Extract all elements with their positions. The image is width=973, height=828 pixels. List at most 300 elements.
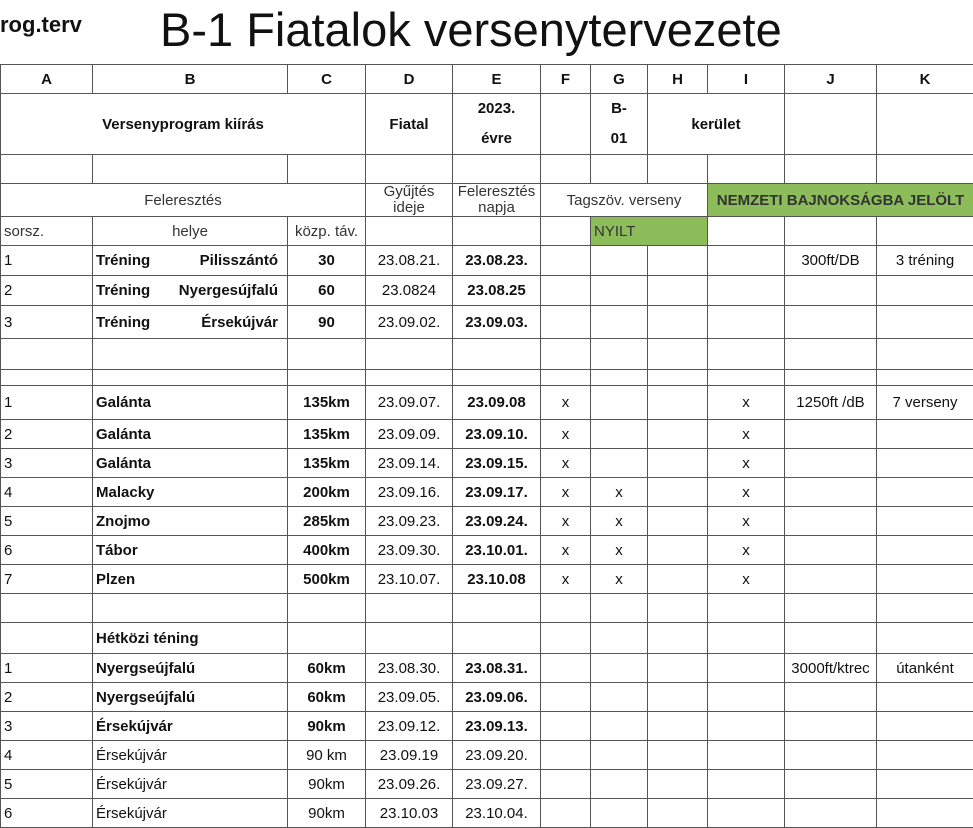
mark-cell[interactable]: x (708, 386, 785, 420)
cell[interactable] (648, 420, 708, 449)
cell[interactable] (541, 654, 591, 683)
cell[interactable] (288, 623, 366, 654)
kerulet-cell[interactable]: kerület (648, 94, 785, 155)
cell[interactable] (453, 339, 541, 370)
gyujtes-value[interactable]: 23.10.03 (366, 799, 453, 828)
gyujtes-value[interactable]: 23.10.07. (366, 565, 453, 594)
count-cell[interactable] (877, 449, 973, 478)
sorsz-value[interactable]: 5 (1, 507, 93, 536)
weekday-row (1, 741, 973, 770)
cell[interactable] (366, 155, 453, 184)
distance-cell[interactable]: 60km (288, 683, 366, 712)
blank-row (1, 155, 973, 184)
cell[interactable] (541, 276, 591, 306)
cell[interactable] (648, 799, 708, 828)
cell[interactable] (708, 339, 785, 370)
cell[interactable] (288, 594, 366, 623)
mark-cell[interactable]: x (591, 507, 648, 536)
distance-cell[interactable]: 90km (288, 770, 366, 799)
distance-cell[interactable]: 285km (288, 507, 366, 536)
col-letter[interactable]: B (93, 65, 288, 94)
felereszt-cell[interactable]: Feleresztés (1, 184, 366, 217)
price-cell[interactable]: 300ft/DB (785, 246, 877, 276)
training-place: Érsekújvár (201, 314, 278, 331)
cell[interactable] (648, 594, 708, 623)
cell[interactable] (591, 770, 648, 799)
cell[interactable] (541, 623, 591, 654)
nyilt-cell[interactable]: NYILT (591, 217, 708, 246)
cell[interactable] (708, 712, 785, 741)
cell[interactable] (785, 339, 877, 370)
felereszt-value[interactable]: 23.09.10. (453, 420, 541, 449)
count-cell[interactable]: 3 tréning (877, 246, 973, 276)
cell[interactable] (708, 741, 785, 770)
distance-cell[interactable]: 90km (288, 799, 366, 828)
felereszt-napja-cell[interactable]: Feleresztés napja (453, 184, 541, 217)
col-letter[interactable]: E (453, 65, 541, 94)
cell[interactable] (541, 94, 591, 155)
mark-cell[interactable]: x (541, 507, 591, 536)
gyujtes-value[interactable]: 23.08.21. (366, 246, 453, 276)
cell[interactable] (366, 594, 453, 623)
cell[interactable] (648, 155, 708, 184)
cell[interactable] (591, 712, 648, 741)
b-line2: 01 (611, 130, 628, 147)
place-cell[interactable]: Galánta (93, 449, 288, 478)
cell[interactable] (541, 217, 591, 246)
cell[interactable] (288, 370, 366, 386)
helye-cell[interactable]: helye (93, 217, 288, 246)
weekday-row (1, 683, 973, 712)
cell[interactable] (541, 712, 591, 741)
file-name: rog.terv (0, 12, 82, 38)
distance-cell[interactable]: 60km (288, 654, 366, 683)
count-cell[interactable] (877, 507, 973, 536)
cell[interactable] (591, 339, 648, 370)
cell[interactable] (541, 370, 591, 386)
cell[interactable] (1, 339, 93, 370)
felereszt-value[interactable]: 23.08.23. (453, 246, 541, 276)
cell[interactable] (591, 246, 648, 276)
cell[interactable] (708, 217, 785, 246)
cell[interactable] (877, 217, 973, 246)
cell[interactable] (288, 155, 366, 184)
cell[interactable] (708, 370, 785, 386)
sorsz-value[interactable]: 2 (1, 420, 93, 449)
race-row (1, 507, 973, 536)
price-cell[interactable] (785, 683, 877, 712)
sorsz-value[interactable]: 6 (1, 536, 93, 565)
distance-cell[interactable]: 90 (288, 306, 366, 339)
col-letter[interactable]: J (785, 65, 877, 94)
count-cell[interactable] (877, 536, 973, 565)
cell[interactable] (877, 94, 973, 155)
price-cell[interactable] (785, 741, 877, 770)
cell[interactable] (648, 536, 708, 565)
cell[interactable] (877, 623, 973, 654)
blank-row (1, 339, 973, 370)
place-cell[interactable]: Tábor (93, 536, 288, 565)
cell[interactable] (93, 594, 288, 623)
cell[interactable] (541, 306, 591, 339)
training-row (1, 246, 973, 276)
cell[interactable] (708, 683, 785, 712)
gyujtes-value[interactable]: 23.09.30. (366, 536, 453, 565)
felereszt-value[interactable]: 23.09.08 (453, 386, 541, 420)
gyujtes-value[interactable]: 23.0824 (366, 276, 453, 306)
distance-cell[interactable]: 90km (288, 712, 366, 741)
cell[interactable] (708, 276, 785, 306)
mark-cell[interactable] (591, 449, 648, 478)
cell[interactable] (648, 741, 708, 770)
place-cell[interactable]: Malacky (93, 478, 288, 507)
count-cell[interactable] (877, 565, 973, 594)
cell[interactable] (648, 370, 708, 386)
mark-cell[interactable]: x (541, 449, 591, 478)
cell[interactable] (366, 339, 453, 370)
gyujtes-value[interactable]: 23.09.26. (366, 770, 453, 799)
place-cell[interactable]: Érsekújvár (93, 741, 288, 770)
mark-cell[interactable]: x (541, 386, 591, 420)
cell[interactable] (541, 246, 591, 276)
cell[interactable] (708, 654, 785, 683)
gyujtes-value[interactable]: 23.09.12. (366, 712, 453, 741)
place-cell[interactable]: Plzen (93, 565, 288, 594)
kozp-tav-cell[interactable]: közp. táv. (288, 217, 366, 246)
cell[interactable] (541, 799, 591, 828)
mark-cell[interactable]: x (708, 420, 785, 449)
cell[interactable] (708, 623, 785, 654)
training-type: Tréning (96, 252, 150, 269)
place-cell[interactable]: Galánta (93, 386, 288, 420)
felereszt-value[interactable]: 23.09.13. (453, 712, 541, 741)
cell[interactable] (648, 683, 708, 712)
cell[interactable] (591, 741, 648, 770)
cell[interactable] (453, 370, 541, 386)
cell[interactable] (541, 683, 591, 712)
gyujtes-value[interactable]: 23.09.16. (366, 478, 453, 507)
cell[interactable] (785, 217, 877, 246)
cell[interactable] (648, 386, 708, 420)
cell[interactable] (366, 623, 453, 654)
felereszt-value[interactable]: 23.08.31. (453, 654, 541, 683)
price-cell[interactable]: 3000ft/ktrec (785, 654, 877, 683)
cell[interactable] (93, 339, 288, 370)
distance-cell[interactable]: 200km (288, 478, 366, 507)
sorsz-value[interactable]: 2 (1, 683, 93, 712)
cell[interactable] (648, 565, 708, 594)
cell[interactable] (877, 339, 973, 370)
gyujtes-cell[interactable]: Gyűjtés ideje (366, 184, 453, 217)
count-cell[interactable] (877, 276, 973, 306)
cell[interactable] (708, 594, 785, 623)
felereszt-value[interactable]: 23.08.25 (453, 276, 541, 306)
cell[interactable] (93, 155, 288, 184)
felereszt-value[interactable]: 23.10.01. (453, 536, 541, 565)
gyujtes-value[interactable]: 23.08.30. (366, 654, 453, 683)
mark-cell[interactable]: x (541, 536, 591, 565)
cell[interactable] (648, 478, 708, 507)
cell[interactable] (591, 799, 648, 828)
tagszov-cell[interactable]: Tagszöv. verseny (541, 184, 708, 217)
place-cell[interactable]: Znojmo (93, 507, 288, 536)
felereszt-value[interactable]: 23.09.24. (453, 507, 541, 536)
mark-cell[interactable]: x (591, 565, 648, 594)
cell[interactable] (877, 594, 973, 623)
place-cell[interactable] (93, 306, 288, 339)
sorsz-value[interactable]: 4 (1, 478, 93, 507)
count-cell[interactable]: útanként (877, 654, 973, 683)
count-cell[interactable] (877, 683, 973, 712)
felereszt-value[interactable]: 23.09.20. (453, 741, 541, 770)
cell[interactable] (708, 246, 785, 276)
col-letter[interactable]: I (708, 65, 785, 94)
race-row (1, 565, 973, 594)
col-letter[interactable]: A (1, 65, 93, 94)
race-row (1, 386, 973, 420)
col-letter[interactable]: F (541, 65, 591, 94)
place-cell[interactable]: Érsekújvár (93, 770, 288, 799)
felereszt-value[interactable]: 23.10.04. (453, 799, 541, 828)
weekday-row (1, 712, 973, 741)
place-cell[interactable]: Nyergseújfalú (93, 683, 288, 712)
race-row (1, 478, 973, 507)
cell[interactable] (648, 623, 708, 654)
distance-cell[interactable]: 30 (288, 246, 366, 276)
cell[interactable] (541, 155, 591, 184)
blank-row (1, 370, 973, 386)
price-cell[interactable] (785, 507, 877, 536)
b-line1: B- (611, 100, 627, 117)
cell[interactable] (708, 155, 785, 184)
price-cell[interactable]: 1250ft /dB (785, 386, 877, 420)
mark-cell[interactable]: x (541, 420, 591, 449)
cell[interactable] (648, 770, 708, 799)
cell[interactable] (648, 449, 708, 478)
cell[interactable] (648, 654, 708, 683)
cell[interactable] (785, 94, 877, 155)
sorsz-value[interactable]: 1 (1, 386, 93, 420)
cell[interactable] (288, 339, 366, 370)
sorsz-value[interactable]: 7 (1, 565, 93, 594)
distance-cell[interactable]: 90 km (288, 741, 366, 770)
cell[interactable] (708, 770, 785, 799)
gyujtes-value[interactable]: 23.09.19 (366, 741, 453, 770)
weekday-heading[interactable]: Hétközi téning (93, 623, 288, 654)
year-line1: 2023. (478, 100, 516, 117)
cell[interactable] (591, 683, 648, 712)
cell[interactable] (453, 217, 541, 246)
kiiras-cell[interactable]: Versenyprogram kiírás (1, 94, 366, 155)
price-cell[interactable] (785, 478, 877, 507)
cell[interactable] (648, 712, 708, 741)
price-cell[interactable] (785, 565, 877, 594)
price-cell[interactable] (785, 799, 877, 828)
cell[interactable] (877, 155, 973, 184)
weekday-heading-row (1, 623, 973, 654)
cell[interactable] (591, 155, 648, 184)
price-cell[interactable] (785, 536, 877, 565)
cell[interactable] (453, 594, 541, 623)
gyujtes-value[interactable]: 23.09.05. (366, 683, 453, 712)
distance-cell[interactable]: 400km (288, 536, 366, 565)
cell[interactable] (366, 217, 453, 246)
cell[interactable] (591, 623, 648, 654)
blank-row (1, 594, 973, 623)
distance-cell[interactable]: 500km (288, 565, 366, 594)
label-row (1, 184, 973, 217)
training-type: Tréning (96, 282, 150, 299)
cell[interactable] (648, 246, 708, 276)
distance-cell[interactable]: 135km (288, 420, 366, 449)
mark-cell[interactable]: x (708, 536, 785, 565)
cell[interactable] (877, 370, 973, 386)
sorsz-value[interactable]: 3 (1, 449, 93, 478)
gyujtes-value[interactable]: 23.09.14. (366, 449, 453, 478)
felereszt-value[interactable]: 23.09.17. (453, 478, 541, 507)
cell[interactable] (93, 370, 288, 386)
mark-cell[interactable]: x (708, 507, 785, 536)
distance-cell[interactable]: 135km (288, 449, 366, 478)
sorsz-value[interactable]: 1 (1, 654, 93, 683)
cell[interactable] (785, 155, 877, 184)
schedule-table (0, 64, 973, 828)
price-cell[interactable] (785, 276, 877, 306)
cell[interactable] (708, 306, 785, 339)
col-letter[interactable]: G (591, 65, 648, 94)
cell[interactable] (591, 654, 648, 683)
felereszt-value[interactable]: 23.09.27. (453, 770, 541, 799)
header-row (1, 94, 973, 155)
sorsz-value[interactable]: 3 (1, 306, 93, 339)
mark-cell[interactable]: x (708, 478, 785, 507)
gyujtes-value[interactable]: 23.09.23. (366, 507, 453, 536)
col-letter[interactable]: D (366, 65, 453, 94)
cell[interactable] (648, 276, 708, 306)
count-cell[interactable]: 7 verseny (877, 386, 973, 420)
count-cell[interactable] (877, 712, 973, 741)
mark-cell[interactable]: x (541, 478, 591, 507)
cell[interactable] (648, 339, 708, 370)
training-row (1, 306, 973, 339)
training-row (1, 276, 973, 306)
gyujtes-value[interactable]: 23.09.02. (366, 306, 453, 339)
cell[interactable] (541, 594, 591, 623)
felereszt-value[interactable]: 23.10.08 (453, 565, 541, 594)
cell[interactable] (785, 623, 877, 654)
count-cell[interactable] (877, 741, 973, 770)
place-cell[interactable]: Érsekújvár (93, 799, 288, 828)
distance-cell[interactable]: 60 (288, 276, 366, 306)
cell[interactable] (366, 370, 453, 386)
sorsz-value[interactable]: 5 (1, 770, 93, 799)
mark-cell[interactable]: x (591, 478, 648, 507)
price-cell[interactable] (785, 712, 877, 741)
felereszt-value[interactable]: 23.09.03. (453, 306, 541, 339)
distance-cell[interactable]: 135km (288, 386, 366, 420)
cell[interactable] (785, 370, 877, 386)
felereszt-value[interactable]: 23.09.06. (453, 683, 541, 712)
felereszt-value[interactable]: 23.09.15. (453, 449, 541, 478)
sub-label-row (1, 217, 973, 246)
cell[interactable] (708, 799, 785, 828)
sorsz-value[interactable]: 6 (1, 799, 93, 828)
year-cell[interactable] (453, 94, 541, 155)
race-row (1, 420, 973, 449)
weekday-row (1, 654, 973, 683)
cell[interactable] (1, 594, 93, 623)
col-letter[interactable]: K (877, 65, 973, 94)
cell[interactable] (541, 741, 591, 770)
place-cell[interactable] (93, 276, 288, 306)
gyujtes-value[interactable]: 23.09.09. (366, 420, 453, 449)
gyujtes-value[interactable]: 23.09.07. (366, 386, 453, 420)
race-row (1, 536, 973, 565)
count-cell[interactable] (877, 420, 973, 449)
nemzeti-cell[interactable]: NEMZETI BAJNOKSÁGBA JELÖLT (708, 184, 973, 217)
race-row (1, 449, 973, 478)
cell[interactable] (648, 306, 708, 339)
place-cell[interactable]: Galánta (93, 420, 288, 449)
cell[interactable] (541, 339, 591, 370)
cell[interactable] (453, 155, 541, 184)
district-code-cell[interactable] (591, 94, 648, 155)
place-cell[interactable]: Érsekújvár (93, 712, 288, 741)
col-letter[interactable]: H (648, 65, 708, 94)
price-cell[interactable] (785, 770, 877, 799)
cell[interactable] (1, 623, 93, 654)
sorsz-value[interactable]: 4 (1, 741, 93, 770)
cell[interactable] (453, 623, 541, 654)
sorsz-value[interactable]: 3 (1, 712, 93, 741)
price-cell[interactable] (785, 420, 877, 449)
sorsz-value[interactable]: 1 (1, 246, 93, 276)
count-cell[interactable] (877, 770, 973, 799)
place-cell[interactable]: Nyergseújfalú (93, 654, 288, 683)
cell[interactable] (591, 370, 648, 386)
sorsz-cell[interactable]: sorsz. (1, 217, 93, 246)
mark-cell[interactable] (591, 386, 648, 420)
weekday-row (1, 799, 973, 828)
column-letters (1, 65, 973, 94)
mark-cell[interactable]: x (541, 565, 591, 594)
mark-cell[interactable]: x (708, 449, 785, 478)
cell[interactable] (541, 770, 591, 799)
cell[interactable] (591, 276, 648, 306)
page-title: B-1 Fiatalok versenytervezete (160, 2, 782, 57)
price-cell[interactable] (785, 306, 877, 339)
col-letter[interactable]: C (288, 65, 366, 94)
mark-cell[interactable] (591, 420, 648, 449)
cell[interactable] (1, 370, 93, 386)
year-line2: évre (481, 130, 512, 147)
cell[interactable] (591, 306, 648, 339)
mark-cell[interactable]: x (591, 536, 648, 565)
place-cell[interactable] (93, 246, 288, 276)
cell[interactable] (785, 594, 877, 623)
count-cell[interactable] (877, 306, 973, 339)
count-cell[interactable] (877, 478, 973, 507)
price-cell[interactable] (785, 449, 877, 478)
count-cell[interactable] (877, 799, 973, 828)
mark-cell[interactable]: x (708, 565, 785, 594)
cell[interactable] (591, 594, 648, 623)
fiatal-cell[interactable]: Fiatal (366, 94, 453, 155)
cell[interactable] (648, 507, 708, 536)
cell[interactable] (1, 155, 93, 184)
weekday-row (1, 770, 973, 799)
sorsz-value[interactable]: 2 (1, 276, 93, 306)
